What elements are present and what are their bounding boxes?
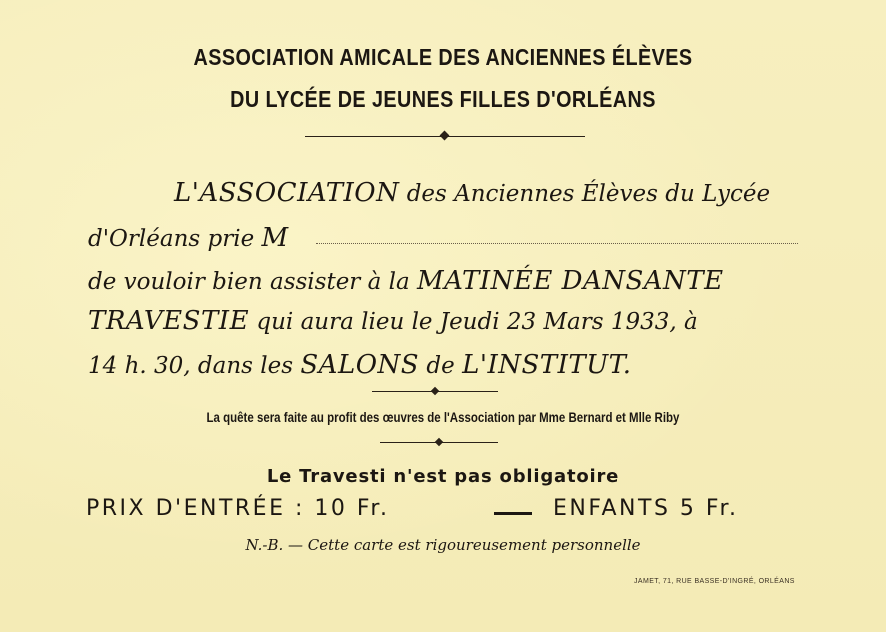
price-children: ENFANTS 5 Fr. — [553, 496, 739, 521]
body-line-1 — [174, 178, 770, 208]
body-line-2-start: d'Orléans prie — [88, 226, 255, 252]
body-line-1-rest: des Anciennes Élèves du Lycée — [406, 181, 771, 207]
price-separator — [494, 512, 532, 515]
personal-card-note: N.-B. — Cette carte est rigoureusement personnelle — [245, 536, 641, 554]
body-line-3-start: de vouloir bien assister à la — [88, 269, 410, 295]
body-line-2 — [88, 223, 289, 253]
association-title: L'ASSOCIATION — [174, 178, 400, 208]
header-line-1: ASSOCIATION AMICALE DES ANCIENNES ÉLÈVES — [193, 44, 693, 70]
event-time: 14 h. 30, dans les — [88, 353, 294, 379]
collection-note: La quête sera faite au profit des œuvres de l'Association par Mme Bernard et Mlle Riby — [206, 409, 680, 425]
body-line-4 — [88, 306, 698, 336]
venue-institut: L'INSTITUT. — [462, 350, 632, 380]
costume-note: Le Travesti n'est pas obligatoire — [266, 466, 620, 487]
event-title-travestie: TRAVESTIE — [88, 306, 250, 336]
event-date: qui aura lieu le Jeudi 23 Mars 1933, à — [256, 309, 698, 335]
header-line-2: DU LYCÉE DE JEUNES FILLES D'ORLÉANS — [230, 86, 656, 112]
body-line-5 — [88, 350, 631, 380]
recipient-salutation: M — [261, 223, 289, 253]
event-title: MATINÉE DANSANTE — [417, 266, 724, 296]
venue-de: de — [426, 353, 455, 379]
venue-salons: SALONS — [300, 350, 420, 380]
body-line-3 — [88, 266, 724, 296]
price-entry: PRIX D'ENTRÉE : 10 Fr. — [86, 496, 390, 521]
recipient-name-line — [316, 243, 798, 244]
printer-imprint: JAMET, 71, RUE BASSE-D'INGRÉ, ORLÉANS — [634, 578, 795, 585]
